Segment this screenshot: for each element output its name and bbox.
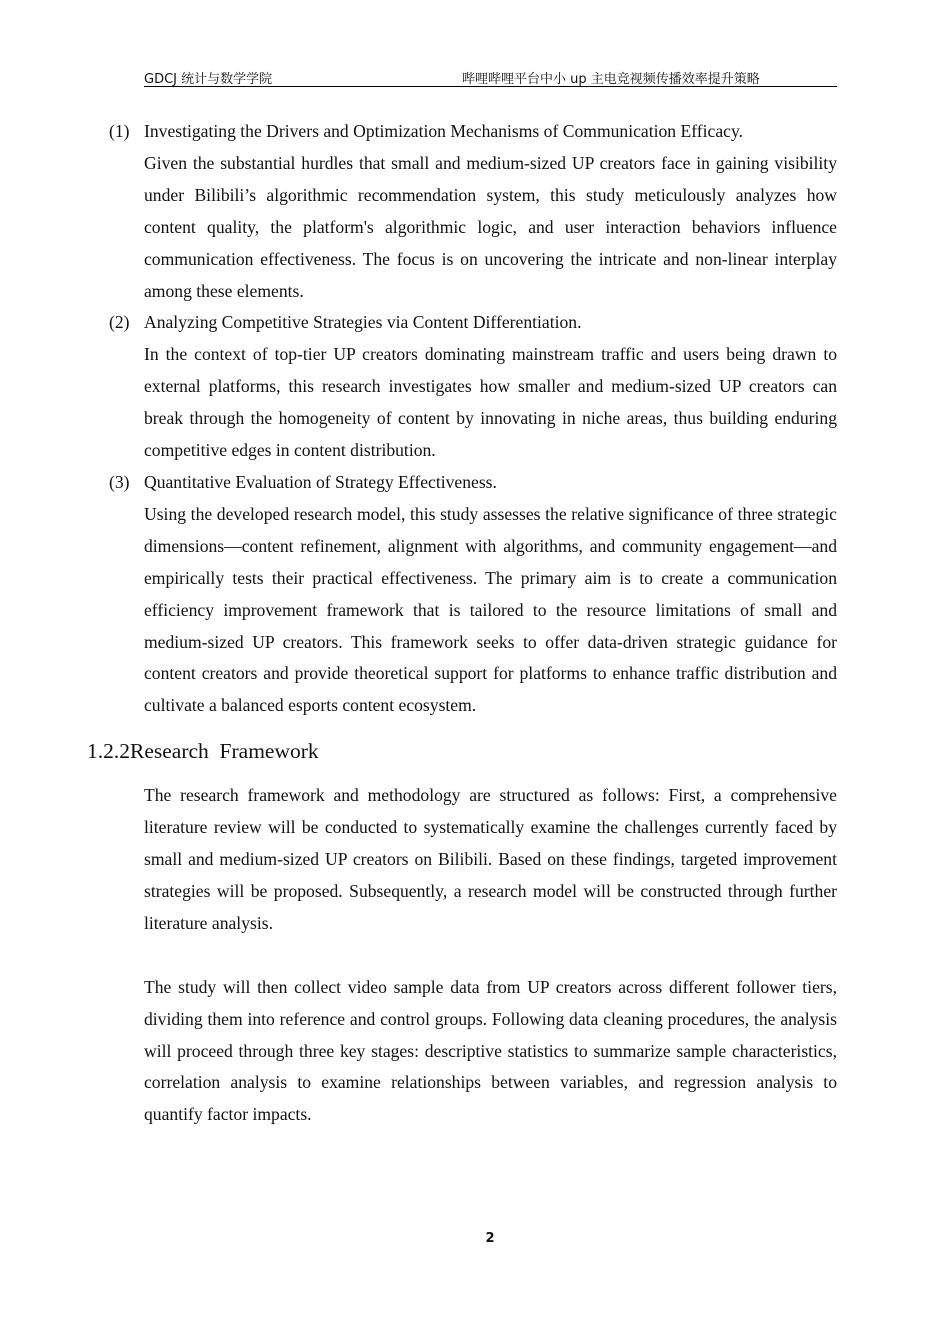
header-institution: GDCJ 统计与数学学院: [144, 72, 273, 87]
framework-paragraph: The study will then collect video sample data from UP creators across different follower tiers, dividing them into reference and control groups. Following data cleaning procedures, the analysis will proceed through three key stages: descriptive statistics to summarize sample characteristics, correlation analysis to examine relationships between variables, and regression analysis to quantify factor impacts.: [144, 976, 837, 1125]
objective-body: Using the developed research model, this study assesses the relative significance of three strategic dimensions—content refinement, alignment with algorithms, and community engagement—and empirically tests their practical effectiveness. The primary aim is to create a communication efficiency improvement framework that is tailored to the resource limitations of small and medium-sized UP creators. This framework seeks to offer data-driven strategic guidance for content creators and provide theoretical support for platforms to enhance traffic distribution and cultivate a balanced esports content ecosystem.: [144, 503, 837, 716]
objective-title: Analyzing Competitive Strategies via Content Differentiation.: [144, 312, 582, 333]
framework-paragraph: The research framework and methodology are structured as follows: First, a comprehensive literature review will be conducted to systematically examine the challenges currently faced by small and medium-sized UP creators on Bilibili. Based on these findings, targeted improvement strategies will be proposed. Subsequently, a research model will be constructed through further literature analysis.: [144, 785, 837, 933]
objective-item: [109, 307, 837, 467]
objective-number: (3): [109, 471, 130, 492]
objective-number: (1): [109, 121, 130, 141]
running-header: [144, 66, 837, 87]
objective-body: Given the substantial hurdles that small and medium-sized UP creators face in gaining visibility under Bilibili’s algorithmic recommendation system, this study meticulously analyzes how content quality, the platform's algorithmic logic, and user interaction behaviors influence communication effectiveness. The focus is on uncovering the intricate and non-linear interplay among these elements.: [144, 152, 837, 301]
objective-title-line: [109, 307, 837, 339]
objective-body: In the context of top-tier UP creators dominating mainstream traffic and users being drawn to external platforms, this research investigates how smaller and medium-sized UP creators can break through the homogeneity of content by innovating in niche areas, thus building enduring competitive edges in content distribution.: [144, 344, 837, 461]
objective-title: Investigating the Drivers and Optimization Mechanisms of Communication Efficacy.: [144, 121, 744, 141]
objective-title-line: [109, 116, 837, 148]
objective-item: [109, 467, 837, 722]
objective-title-line: [109, 467, 837, 499]
header-thesis-title: 哔哩哔哩平台中小 up 主电竞视频传播效率提升策略: [462, 72, 760, 87]
section-heading: 1.2.2Research Framework: [87, 739, 319, 764]
page-number: 2: [485, 1231, 495, 1246]
body-content: [87, 116, 837, 1131]
objective-title: Quantitative Evaluation of Strategy Effectiveness.: [144, 471, 497, 492]
objective-number: (2): [109, 312, 130, 333]
objective-item: [109, 116, 837, 307]
paragraph-spacer: [144, 940, 837, 972]
